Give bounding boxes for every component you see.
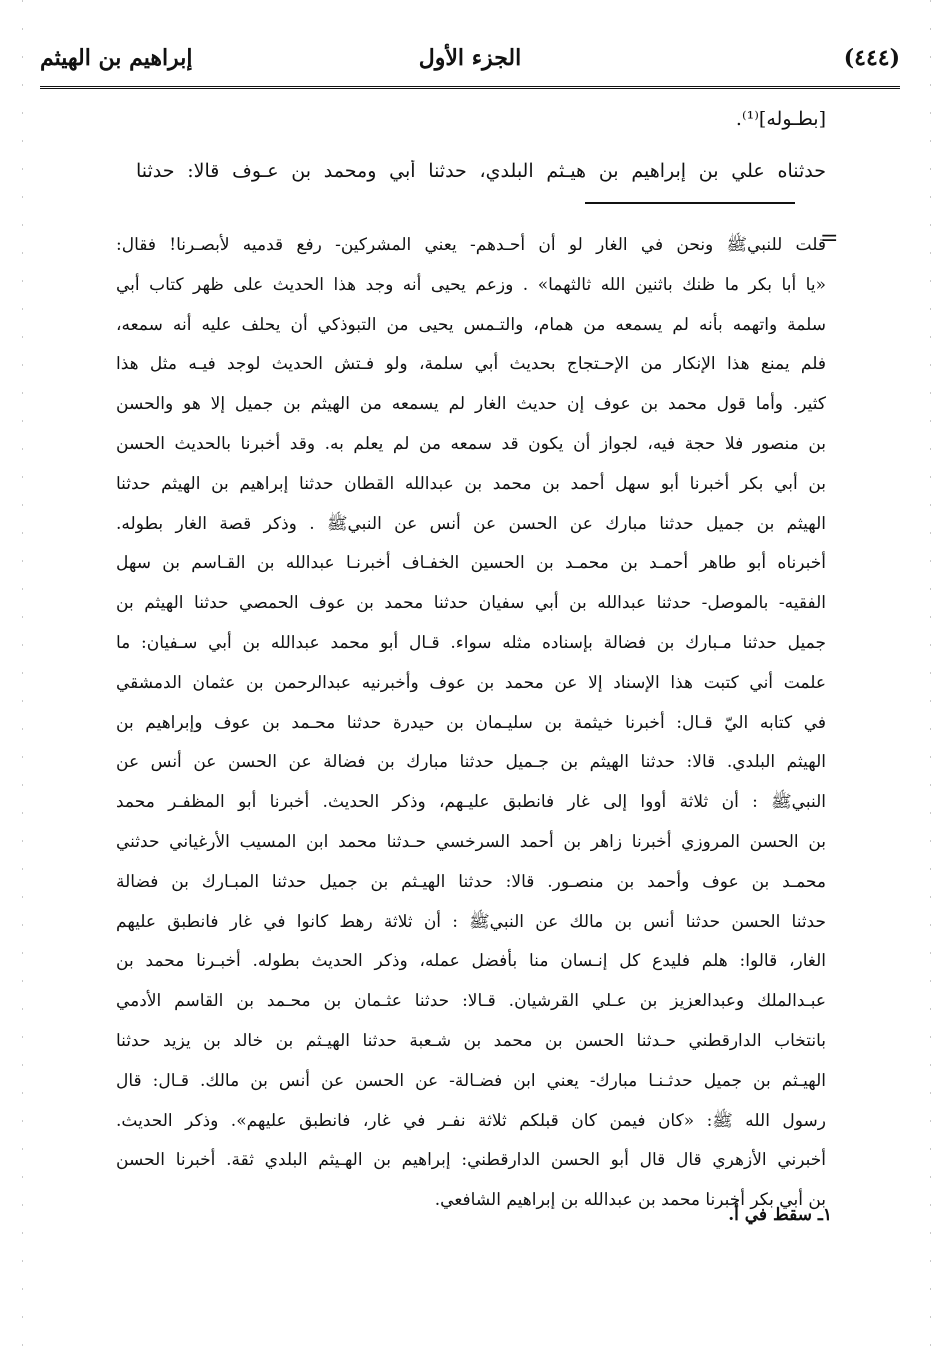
text-line: في كتابه اليّ قـال: أخبرنا خيثمة بن سليـمان بن حيدرة حدثنا محـمد بن عوف وإبراهيم بن bbox=[116, 712, 826, 733]
text-line: أخبرناه أبو طاهر أحمـد بن محمـد بن الحسين الخفـاف أخبرنـا عبدالله بن القـاسم بن سهل bbox=[116, 553, 826, 574]
text-line: بن منصور فلا حجة فيه، لجواز أن يكون قد سمعه من لم يعلم به. وقد أخبرنا بالحديث الحسن bbox=[116, 433, 826, 454]
text-line: حدثنا الحسن حدثنا أنس بن مالك عن النبيﷺ : أن ثلاثة رهط كانوا في غار فانطبق عليهم bbox=[116, 911, 826, 932]
top-fragment: [بطـوله]⁽¹⁾. bbox=[735, 108, 826, 130]
text-line: أخبرني الأزهري قال قال أبو الحسن الدارقطني: إبراهيم بن الهـيثم البلدي ثقة. أخبرنا الحسن bbox=[116, 1150, 826, 1171]
text-line: بن أبي بكر أخبرنا أبو سهل أحمد بن محمد بن عبدالله القطان حدثنا إبراهيم بن الهيثم حدثنا bbox=[116, 473, 826, 494]
continuation-mark: = bbox=[820, 226, 839, 251]
page-number: (٤٤٤) bbox=[843, 45, 900, 71]
running-header bbox=[40, 40, 900, 80]
text-line: كثير. وأما قول محمد بن عوف إن حديث الغار لم يسمعه من الهيثم بن جميل إلا هو والحسن bbox=[116, 394, 826, 415]
footnote: ١ـ سقط في أ. bbox=[728, 1205, 832, 1225]
text-line: محمـد بن عوف وأحمد بن منصـور. قالا: حدثنا الهيـثم بن جميل حدثنا المبـارك بن فضالة bbox=[116, 871, 826, 892]
text-line: الهيثم بن جميل حدثنا مبارك عن الحسن عن أنس عن النبيﷺ . وذكر قصة الغار بطوله. bbox=[116, 513, 826, 534]
intro-line: حدثناه علي بن إبراهيم بن هيـثم البلدي، حدثنا أبي ومحمد بن عـوف قالا: حدثنا bbox=[136, 160, 826, 182]
header-rule bbox=[40, 86, 900, 89]
text-line: بن الحسن المروزي أخبرنا زاهر بن أحمد السرخسي حـدثنا محمد ابن المسيب الأرغياني حدثني bbox=[116, 831, 826, 852]
text-line: رسول الله ﷺ: «كان فيمن كان قبلكم ثلاثة نفـر في غار، فانطبق عليهم». وذكر الحديث. bbox=[116, 1110, 826, 1131]
text-line: النبيﷺ : أن ثلاثة أووا إلى غار فانطبق عليـهم، وذكر الحديث. أخبرنا أبو المظفـر محمد bbox=[116, 792, 826, 813]
text-line: جميل حدثنا مـبارك بن فضالة بإسناده مثله سواء. قـال أبو محمد عبدالله بن أبي سـفيان: ما bbox=[116, 632, 826, 653]
text-line: فلم يمنع هذا الإنكار من الإحـتجاج بحديث أبي سلمة، ولو فـتش الحديث لوجد فيـه مثل هذا bbox=[116, 354, 826, 375]
text-line: الغار، قالوا: هلم فليدع كل إنـسان منا بأفضل عمله، وذكر الحديث بطوله. أخبـرنا محمد بن bbox=[116, 951, 826, 972]
text-line: عبـدالملك وعبدالعزيز بن عـلي القرشيان. قـالا: حدثنا عثـمان بن محـمد بن القاسم الأدمي bbox=[116, 991, 826, 1012]
footnote-text bbox=[116, 226, 826, 1221]
text-line: الهيـثم بن جميل حدثـنـا مبارك- يعني ابن فضـالة- عن الحسن عن أنس بن مالك. قـال: قال bbox=[116, 1070, 826, 1091]
text-line: قلت للنبيﷺ ونحن في الغار لو أن أحـدهم- يعني المشركين- رفع قدميه لأبصـرنا! فقال: bbox=[116, 235, 826, 255]
text-line: علمت أني كتبت هذا الإسناد إلا عن محمد بن عوف وأخبرنيه عبدالرحمن بن عثمان الدمشقي bbox=[116, 672, 826, 693]
text-line: الهيثم البلدي. قالا: حدثنا الهيثم بن جـميل حدثنا مبارك بن فضالة عن الحسن عن أنس عن bbox=[116, 752, 826, 773]
text-line: بانتخاب الدارقطني حـدثنا الحسن بن محمد بن شـعبة حدثنا الهيـثم بن خالد بن يزيد حدثنا bbox=[116, 1030, 826, 1051]
text-line: سلمة واتهمه بأنه لم يسمعه من همام، والتـمس يحيى من التبوذكي أن يحلف عليه أنه سمعه، bbox=[116, 314, 826, 335]
scan-dotted-line bbox=[22, 0, 23, 1367]
section-name: إبراهيم بن الهيثم bbox=[40, 45, 193, 71]
text-line: «يا أبا بكر ما ظنك باثنين الله ثالثهما» . وزعم يحيى أنه وجد هذا الحديث على ظهر كتاب أبي bbox=[116, 274, 826, 295]
volume-title: الجزء الأول bbox=[418, 45, 522, 71]
text-line: بن أبي بكر أخبرنا محمد بن عبدالله بن إبراهيم الشافعي. bbox=[434, 1190, 826, 1211]
footnote-separator bbox=[585, 202, 795, 204]
text-line: الفقيه- بالموصل- حدثنا عبدالله بن أبي سفيان حدثنا محمد بن عوف الحمصي حدثنا الهيثم بن bbox=[116, 593, 826, 614]
scan-dotted-line bbox=[930, 0, 931, 1367]
